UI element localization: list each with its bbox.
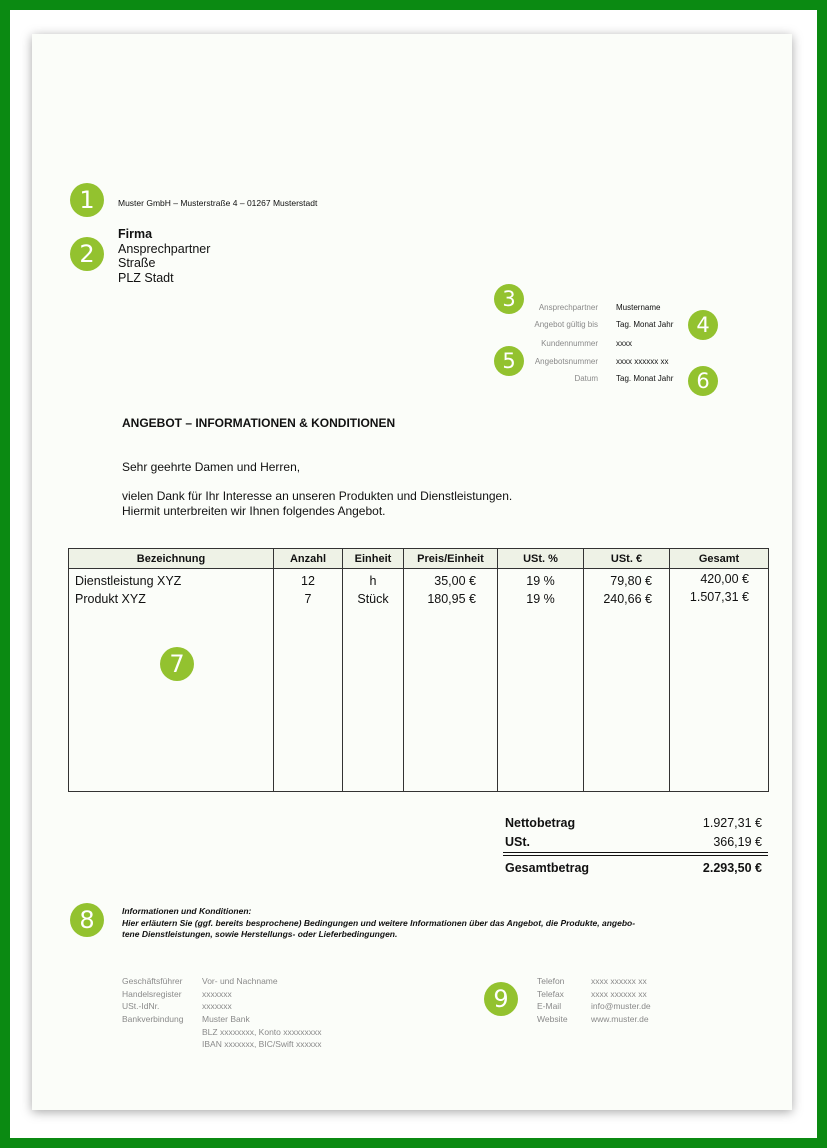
footer-value: xxxxxxx xyxy=(202,988,232,999)
marker-badge-9: 9 xyxy=(484,982,518,1016)
cell-vat-amount: 240,66 € xyxy=(603,592,652,606)
footer-value: www.muster.de xyxy=(591,1014,649,1025)
footer-value: IBAN xxxxxxx, BIC/Swift xxxxxx xyxy=(202,1039,322,1050)
meta-label: Angebot gültig bis xyxy=(534,320,598,329)
footer-value: xxxxxxx xyxy=(202,1001,232,1012)
footer-row xyxy=(122,1014,382,1027)
recipient-contact: Ansprechpartner xyxy=(118,241,211,256)
cell-quantity: 7 xyxy=(304,592,312,606)
net-total-value: 1.927,31 € xyxy=(702,816,762,830)
marker-badge-2: 2 xyxy=(70,237,104,271)
marker-badge-1: 1 xyxy=(70,183,104,217)
gross-total-label: Gesamtbetrag xyxy=(505,861,590,875)
footer-row xyxy=(537,989,677,1002)
footer-company-details xyxy=(122,976,382,1052)
footer-label: Handelsregister xyxy=(122,988,182,999)
meta-value: Tag. Monat Jahr xyxy=(616,320,674,329)
marker-badge-8: 8 xyxy=(70,903,104,937)
marker-badge-7: 7 xyxy=(160,647,194,681)
recipient-city: PLZ Stadt xyxy=(118,270,174,285)
recipient-company: Firma xyxy=(118,227,153,241)
column-header: USt. € xyxy=(610,553,643,565)
salutation: Sehr geehrte Damen und Herren, xyxy=(122,460,301,474)
meta-label: Kundennummer xyxy=(541,339,598,348)
footer-row xyxy=(122,1039,382,1052)
footer-value: Muster Bank xyxy=(202,1014,250,1025)
meta-label: Angebotsnummer xyxy=(534,357,598,366)
cell-vat-percent: 19 % xyxy=(526,592,555,606)
recipient-street: Straße xyxy=(118,256,156,270)
cell-vat-amount: 79,80 € xyxy=(610,574,652,588)
cell-vat-percent: 19 % xyxy=(526,574,555,588)
vat-total-label: USt. xyxy=(505,835,530,849)
cell-unit: Stück xyxy=(357,592,389,606)
meta-value: Mustername xyxy=(616,303,661,312)
column-header: USt. % xyxy=(523,553,558,565)
meta-row xyxy=(472,374,732,386)
info-conditions xyxy=(122,906,722,941)
footer-label: USt.-IdNr. xyxy=(122,1001,160,1012)
intro-text xyxy=(122,489,512,518)
column-header: Anzahl xyxy=(289,553,327,565)
footer-row xyxy=(122,1001,382,1014)
column-header: Preis/Einheit xyxy=(417,553,484,565)
info-heading: Informationen und Konditionen: xyxy=(122,906,252,916)
net-total-row xyxy=(503,816,768,832)
meta-value: xxxx xyxy=(616,339,632,348)
intro-line: vielen Dank für Ihr Interesse an unseren Produkten und Dienstleistungen. xyxy=(122,489,513,503)
gross-total-value: 2.293,50 € xyxy=(702,861,762,875)
footer-value: xxxx xxxxxx xx xyxy=(591,988,647,999)
sender-address-line: Muster GmbH – Musterstraße 4 – 01267 Musterstadt xyxy=(118,198,318,208)
footer-value: xxxx xxxxxx xx xyxy=(591,976,647,986)
marker-badge-3: 3 xyxy=(494,284,524,314)
offer-document xyxy=(32,34,792,1110)
vat-total-value: 366,19 € xyxy=(713,835,762,849)
footer-value: info@muster.de xyxy=(591,1001,651,1012)
column-header: Gesamt xyxy=(698,553,740,565)
cell-unit-price: 180,95 € xyxy=(427,592,476,606)
meta-row xyxy=(472,357,732,369)
marker-badge-6: 6 xyxy=(688,366,718,396)
footer-label: Website xyxy=(537,1014,568,1025)
gross-total-row xyxy=(503,861,768,877)
footer-value: Vor- und Nachname xyxy=(202,976,278,986)
footer-label: E-Mail xyxy=(537,1001,562,1012)
meta-value: Tag. Monat Jahr xyxy=(616,374,674,383)
footer-label: Telefon xyxy=(537,976,565,986)
cell-unit-price: 35,00 € xyxy=(434,574,476,588)
total-divider xyxy=(503,852,768,856)
footer-label: Bankverbindung xyxy=(122,1014,184,1025)
footer-row xyxy=(537,1014,677,1027)
meta-row xyxy=(472,339,732,351)
cell-description: Dienstleistung XYZ xyxy=(75,574,182,588)
column-header: Bezeichnung xyxy=(136,553,206,565)
footer-label: Geschäftsführer xyxy=(122,976,183,986)
document-title: ANGEBOT – INFORMATIONEN & KONDITIONEN xyxy=(122,416,396,430)
footer-value: BLZ xxxxxxxx, Konto xxxxxxxxx xyxy=(202,1026,322,1037)
recipient-address xyxy=(118,227,210,285)
cell-unit: h xyxy=(369,574,377,588)
meta-label: Ansprechpartner xyxy=(538,303,598,312)
meta-row xyxy=(472,320,732,332)
meta-row xyxy=(472,303,732,315)
meta-label: Datum xyxy=(574,374,598,383)
footer-row xyxy=(537,1001,677,1014)
net-total-label: Nettobetrag xyxy=(505,816,576,830)
marker-badge-4: 4 xyxy=(688,310,718,340)
footer-row xyxy=(537,976,677,989)
footer-row xyxy=(122,1027,382,1040)
meta-value: xxxx xxxxxx xx xyxy=(616,357,669,366)
cell-total: 420,00 € xyxy=(700,572,749,586)
info-line: Hier erläutern Sie (ggf. bereits besprochene) Bedingungen und weitere Informationen über das Angebot, die Produkte, angebo- xyxy=(122,917,636,928)
cell-quantity: 12 xyxy=(301,574,315,588)
cell-description: Produkt XYZ xyxy=(75,592,146,606)
footer-row xyxy=(122,989,382,1002)
marker-badge-5: 5 xyxy=(494,346,524,376)
intro-line: Hiermit unterbreiten wir Ihnen folgendes Angebot. xyxy=(122,503,386,518)
footer-row xyxy=(122,976,382,989)
footer-contact-details xyxy=(537,976,677,1027)
info-line: tene Dienstleistungen, sowie Herstellungs- oder Lieferbedingungen. xyxy=(122,929,398,939)
vat-total-row xyxy=(503,835,768,851)
column-header: Einheit xyxy=(354,553,392,565)
cell-total: 1.507,31 € xyxy=(689,590,749,604)
footer-label: Telefax xyxy=(537,988,564,999)
